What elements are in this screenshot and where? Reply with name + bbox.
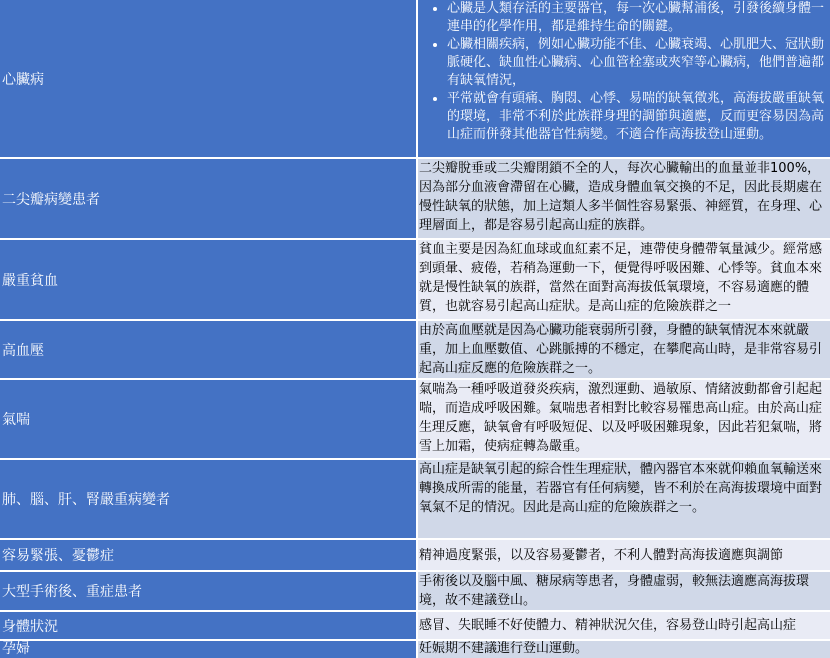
condition-cell: 二尖瓣病變患者: [0, 158, 417, 239]
description-cell: 氣喘為一種呼吸道發炎疾病，激烈運動、過敏原、情緒波動都會引起起喘，而造成呼吸困難。氣喘患者相對比較容易罹患高山症。由於高山症生理反應，缺氧會有呼吸短促、以及呼吸困難現象，因此若犯氣喘，將雪上加霜，使病症轉為嚴重。: [417, 379, 830, 459]
table-row: [0, 611, 830, 640]
table-row: [0, 459, 830, 539]
description-cell: 高山症是缺氧引起的綜合性生理症狀，體內器官本來就仰賴血氧輸送來轉換成所需的能量，若器官有任何病變，皆不利於在高海拔環境中面對氧氣不足的情況。因此是高山症的危險族群之一。: [417, 459, 830, 539]
description-cell: 感冒、失眠睡不好使體力、精神狀況欠佳，容易登山時引起高山症: [417, 611, 830, 640]
list-item: • 心臟是人類存活的主要器官，每一次心臟幫浦後，引發後續身體一連串的化學作用，都是維持生命的關鍵。: [447, 0, 830, 36]
table-row: [0, 640, 830, 658]
description-cell: 二尖瓣脫垂或二尖瓣閉鎖不全的人，每次心臟輸出的血量並非100%，因為部分血液會滯留在心臟，造成身體血氧交換的不足，因此長期處在慢性缺氧的狀態，加上這類人多半個性容易緊張、神經質，在身理、心理層面上，都是容易引起高山症的族群。: [417, 158, 830, 239]
list-item: • 心臟相關疾病，例如心臟功能不佳、心臟衰竭、心肌肥大、冠狀動脈硬化、缺血性心臟病、心血管栓塞或夾窄等心臟病，他們普遍都有缺氧情況，: [447, 36, 830, 90]
description-cell: 手術後以及腦中風、糖尿病等患者，身體虛弱，較無法適應高海拔環境，故不建議登山。: [417, 571, 830, 611]
condition-cell: 肺、腦、肝、腎嚴重病變者: [0, 459, 417, 539]
condition-cell: 嚴重貧血: [0, 239, 417, 320]
table-row: [0, 158, 830, 239]
condition-cell: 孕婦: [0, 640, 417, 658]
description-cell: 由於高血壓就是因為心臟功能衰弱所引發，身體的缺氧情況本來就嚴重，加上血壓數值、心跳脈搏的不穩定，在攀爬高山時，是非常容易引起高山症反應的危險族群之一。: [417, 320, 830, 379]
table-row: [0, 379, 830, 459]
list-item: • 平常就會有頭痛、胸悶、心悸、易喘的缺氧徵兆，高海拔嚴重缺氧的環境，非常不利於此族群身理的調節與適應，反而更容易因為高山症而併發其他器官性病變。不適合作高海拔登山運動。: [447, 90, 830, 144]
bullet-list: [419, 0, 830, 144]
description-cell: [417, 0, 830, 158]
condition-cell: 高血壓: [0, 320, 417, 379]
table-row: [0, 539, 830, 571]
table-row: [0, 320, 830, 379]
condition-cell: 心臟病: [0, 0, 417, 158]
condition-cell: 大型手術後、重症患者: [0, 571, 417, 611]
description-cell: 精神過度緊張，以及容易憂鬱者，不利人體對高海拔適應與調節: [417, 539, 830, 571]
condition-cell: 容易緊張、憂鬱症: [0, 539, 417, 571]
table-row: [0, 0, 830, 158]
table-row: [0, 239, 830, 320]
condition-cell: 身體狀況: [0, 611, 417, 640]
description-cell: 貧血主要是因為紅血球或血紅素不足，連帶使身體帶氧量減少。經常感到頭暈、疲倦，若稍為運動一下，便覺得呼吸困難、心悸等。貧血本來就是慢性缺氧的族群，當然在面對高海拔低氧環境，不容易適應的體質，也就容易引起高山症狀。是高山症的危險族群之一: [417, 239, 830, 320]
description-cell: 妊娠期不建議進行登山運動。: [417, 640, 830, 658]
table-row: [0, 571, 830, 611]
condition-cell: 氣喘: [0, 379, 417, 459]
